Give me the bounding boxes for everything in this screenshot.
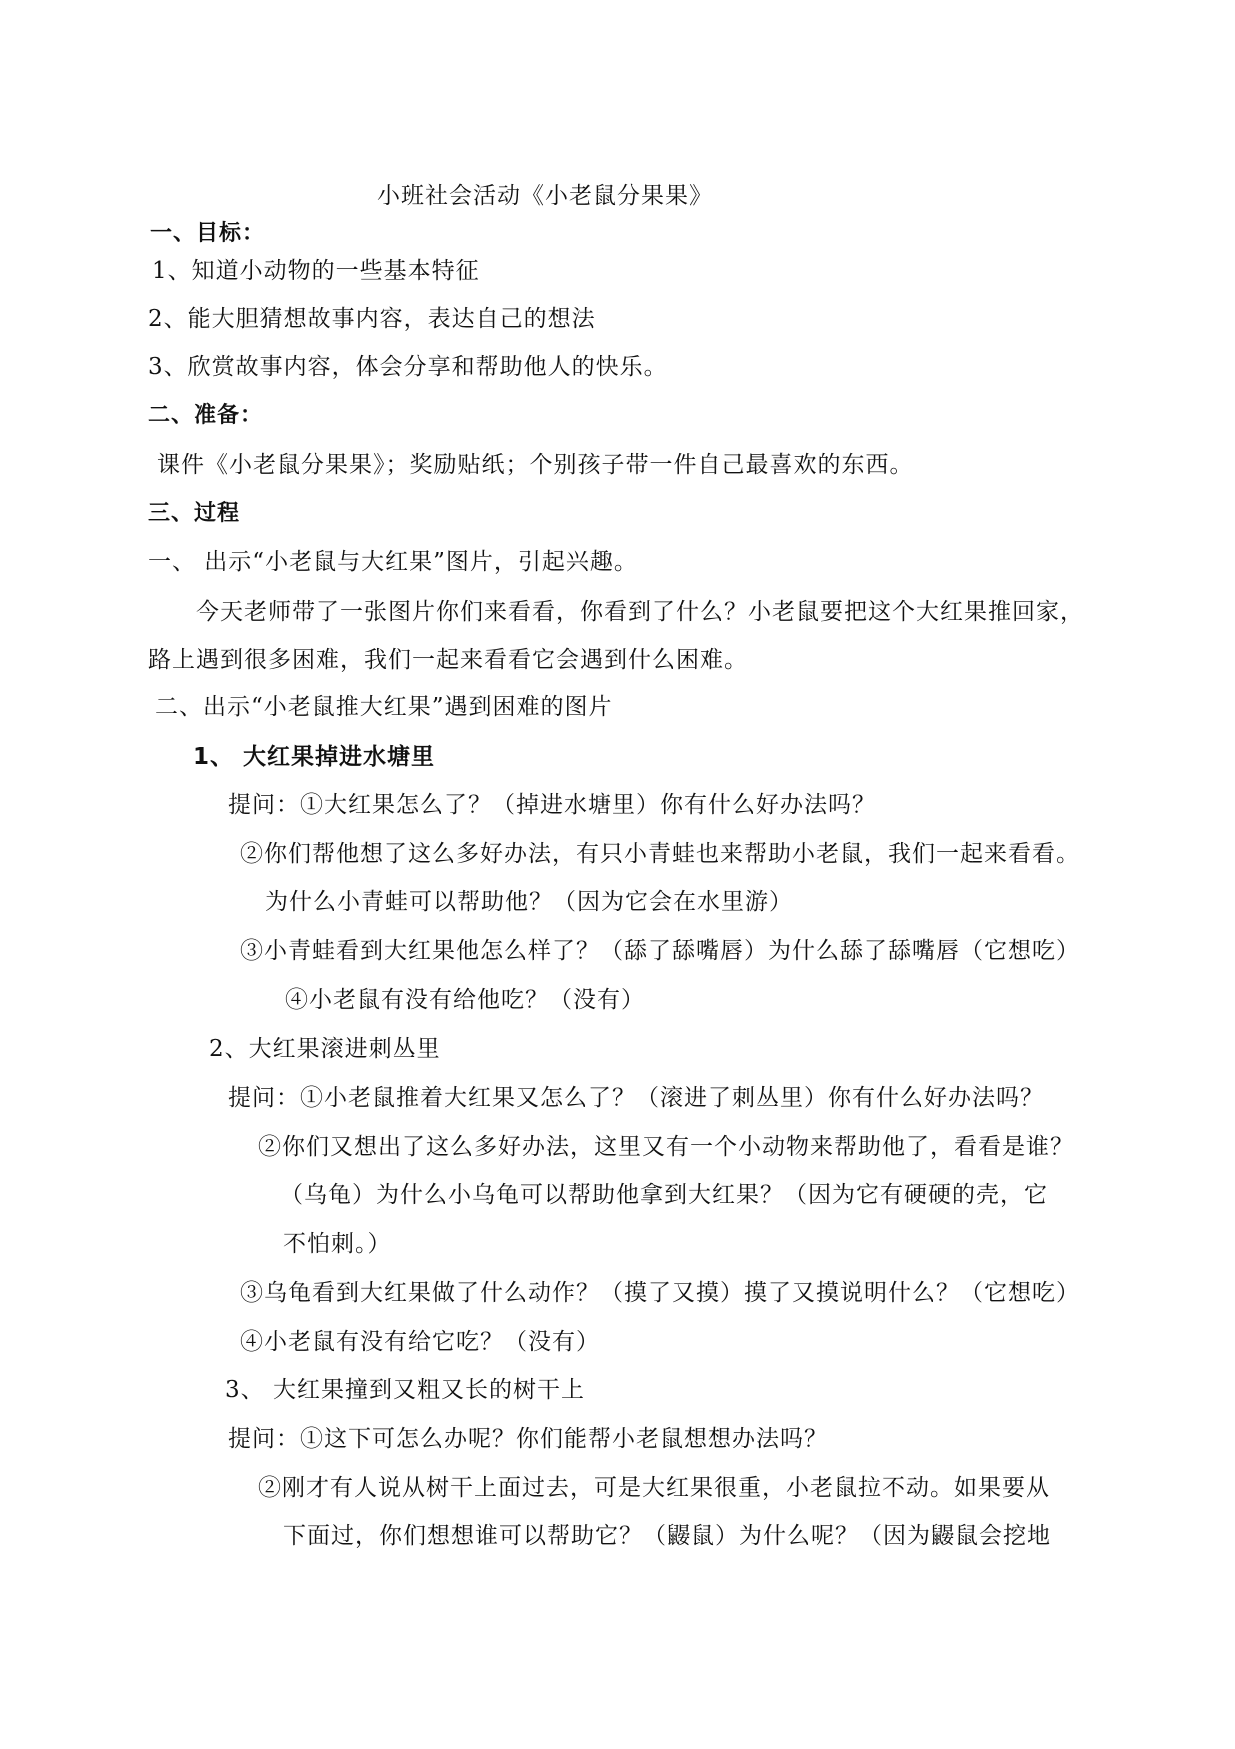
subsection-2-question-2-line-2: （乌龟）为什么小乌龟可以帮助他拿到大红果？（因为它有硬硬的壳，它 [280, 1182, 1048, 1208]
subsection-2-question-2-line-1: ②你们又想出了这么多好办法，这里又有一个小动物来帮助他了，看看是谁？ [258, 1134, 1074, 1160]
subsection-1-question-4: ④小老鼠有没有给他吃？（没有） [285, 987, 645, 1013]
step-2-title: 二、出示“小老鼠推大红果”遇到困难的图片 [155, 694, 613, 720]
step-1-paragraph-line-2: 路上遇到很多困难，我们一起来看看它会遇到什么困难。 [148, 647, 748, 673]
preparation-text: 课件《小老鼠分果果》；奖励贴纸；个别孩子带一件自己最喜欢的东西。 [157, 452, 914, 478]
goal-item-1: 1、知道小动物的一些基本特征 [152, 258, 480, 284]
subsection-1-question-3: ③小青蛙看到大红果他怎么样了？（舔了舔嘴唇）为什么舔了舔嘴唇（它想吃） [240, 938, 1080, 964]
subsection-3-title: 3、 大红果撞到又粗又长的树干上 [225, 1377, 585, 1403]
subsection-1-question-1: 提问：①大红果怎么了？（掉进水塘里）你有什么好办法吗？ [228, 792, 876, 818]
subsection-2-title: 2、大红果滚进刺丛里 [209, 1036, 441, 1062]
subsection-2-question-2-line-3: 不怕刺。） [283, 1231, 392, 1257]
step-1-paragraph-line-1: 今天老师带了一张图片你们来看看，你看到了什么？小老鼠要把这个大红果推回家， [196, 599, 1084, 625]
subsection-1-question-2-line-2: 为什么小青蛙可以帮助他？（因为它会在水里游） [265, 889, 793, 915]
goal-item-3: 3、欣赏故事内容，体会分享和帮助他人的快乐。 [148, 354, 668, 380]
step-1-title: 一、 出示“小老鼠与大红果”图片，引起兴趣。 [148, 549, 638, 575]
goal-item-2: 2、能大胆猜想故事内容，表达自己的想法 [148, 306, 596, 332]
section-heading-process: 三、过程 [148, 501, 241, 526]
section-heading-goals: 一、目标： [150, 221, 266, 246]
subsection-1-question-2-line-1: ②你们帮他想了这么多好办法，有只小青蛙也来帮助小老鼠，我们一起来看看。 [240, 841, 1080, 867]
section-heading-preparation: 二、准备： [148, 403, 264, 428]
subsection-2-question-3: ③乌龟看到大红果做了什么动作？（摸了又摸）摸了又摸说明什么？（它想吃） [240, 1280, 1080, 1306]
subsection-1-title: 1、 大红果掉进水塘里 [193, 744, 436, 770]
subsection-2-question-1: 提问：①小老鼠推着大红果又怎么了？（滚进了刺丛里）你有什么好办法吗？ [228, 1085, 1044, 1111]
subsection-2-question-4: ④小老鼠有没有给它吃？（没有） [240, 1329, 600, 1355]
document-title: 小班社会活动《小老鼠分果果》 [377, 183, 713, 209]
subsection-3-question-2-line-2: 下面过，你们想想谁可以帮助它？（鼹鼠）为什么呢？（因为鼹鼠会挖地 [283, 1523, 1051, 1549]
subsection-3-question-1: 提问：①这下可怎么办呢？你们能帮小老鼠想想办法吗？ [228, 1426, 828, 1452]
subsection-3-question-2-line-1: ②刚才有人说从树干上面过去，可是大红果很重，小老鼠拉不动。如果要从 [258, 1475, 1050, 1501]
